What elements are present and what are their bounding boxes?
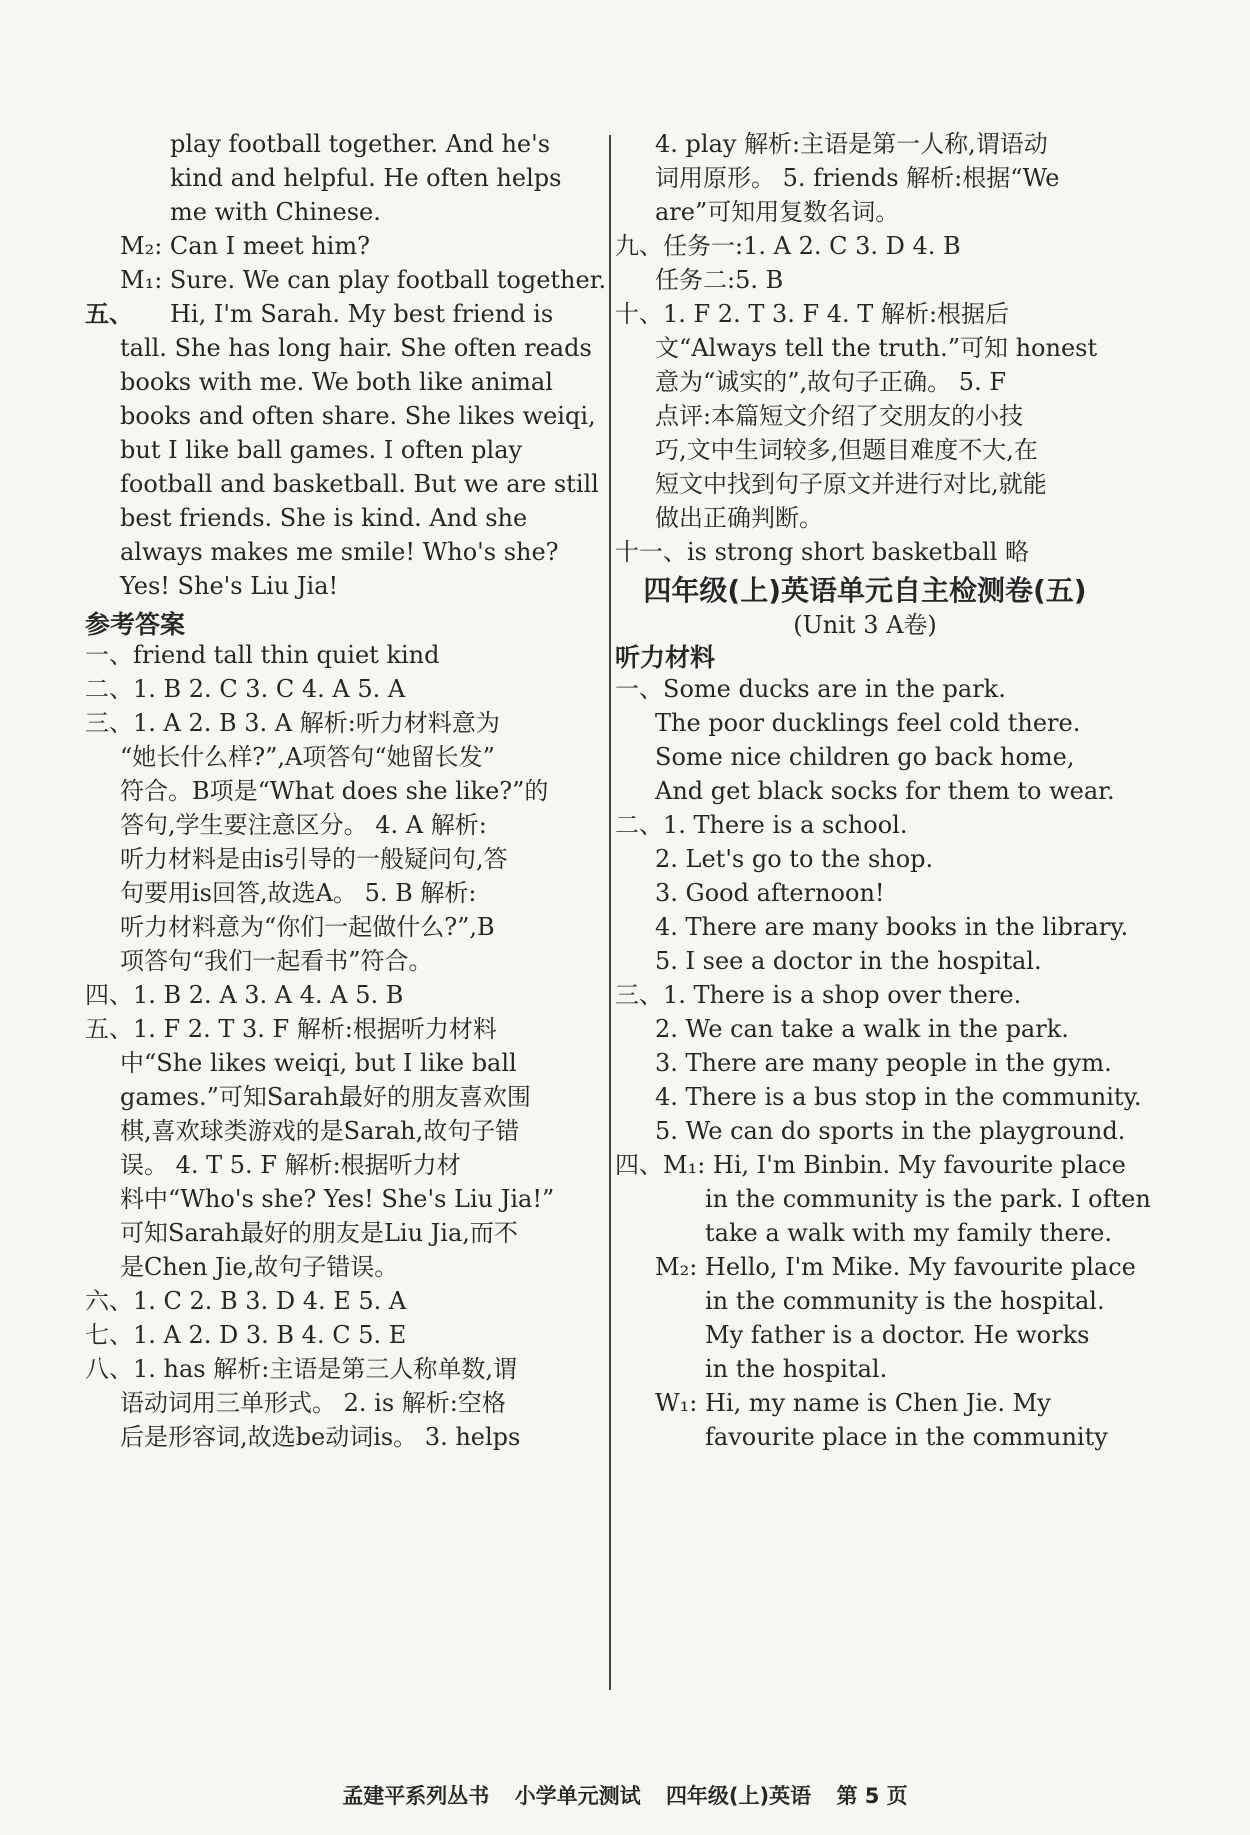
answer-line: 任务二:5. B <box>655 266 784 294</box>
listening-line: My father is a doctor. He works <box>705 1321 1090 1349</box>
passage-line: but I like ball games. I often play <box>120 436 523 464</box>
answer-line: 一、friend tall thin quiet kind <box>85 641 440 669</box>
answer-line: 十一、is strong short basketball 略 <box>615 538 1029 566</box>
answer-line: 五、1. F 2. T 3. F 解析:根据听力材料 <box>85 1015 497 1043</box>
answer-line: 听力材料是由is引导的一般疑问句,答 <box>120 845 508 873</box>
listening-line: favourite place in the community <box>705 1423 1108 1451</box>
passage-line: best friends. She is kind. And she <box>120 504 528 532</box>
answer-line: 三、1. A 2. B 3. A 解析:听力材料意为 <box>85 709 500 737</box>
dialogue-line: play football together. And he's <box>170 130 551 158</box>
listening-line: take a walk with my family there. <box>705 1219 1112 1247</box>
answer-line: 七、1. A 2. D 3. B 4. C 5. E <box>85 1321 407 1349</box>
answer-line: 可知Sarah最好的朋友是Liu Jia,而不 <box>120 1219 518 1247</box>
answer-line: 四、1. B 2. A 3. A 4. A 5. B <box>85 981 404 1009</box>
answer-line: 八、1. has 解析:主语是第三人称单数,谓 <box>85 1355 517 1383</box>
passage-line: always makes me smile! Who's she? <box>120 538 559 566</box>
answer-line: 十、1. F 2. T 3. F 4. T 解析:根据后 <box>615 300 1010 328</box>
listening-line: M₂: Hello, I'm Mike. My favourite place <box>655 1253 1136 1281</box>
answer-line: 句要用is回答,故选A。 5. B 解析: <box>120 879 477 907</box>
passage-line: Hi, I'm Sarah. My best friend is <box>170 300 554 328</box>
comment-line: 做出正确判断。 <box>655 504 823 532</box>
listening-line: 5. I see a doctor in the hospital. <box>655 947 1042 975</box>
answer-line: 词用原形。 5. friends 解析:根据“We <box>655 164 1060 192</box>
page-footer <box>0 1780 1250 1810</box>
comment-line: 点评:本篇短文介绍了交朋友的小技 <box>655 402 1024 430</box>
listening-line: 4. There is a bus stop in the community. <box>655 1083 1142 1111</box>
answer-line: 二、1. B 2. C 3. C 4. A 5. A <box>85 675 406 703</box>
listening-line: 5. We can do sports in the playground. <box>655 1117 1126 1145</box>
dialogue-line: M₁: Sure. We can play football together. <box>120 266 607 294</box>
listening-line: 4. There are many books in the library. <box>655 913 1129 941</box>
passage-line: tall. She has long hair. She often reads <box>120 334 592 362</box>
passage-line: books and often share. She likes weiqi, <box>120 402 596 430</box>
listening-heading: 听力材料 <box>615 643 716 672</box>
listening-line: And get black socks for them to wear. <box>655 777 1115 805</box>
listening-line: in the community is the hospital. <box>705 1287 1105 1315</box>
answer-line: are”可知用复数名词。 <box>655 198 900 226</box>
section-title: 四年级(上)英语单元自主检测卷(五) <box>643 574 1087 607</box>
footer-book: 小学单元测试 <box>514 1784 641 1808</box>
dialogue-line: me with Chinese. <box>170 198 381 226</box>
listening-line: 一、Some ducks are in the park. <box>615 675 1006 703</box>
answer-line: 语动词用三单形式。 2. is 解析:空格 <box>120 1389 506 1417</box>
answer-line: 意为“诚实的”,故句子正确。 5. F <box>655 368 1006 396</box>
answer-line: 料中“Who's she? Yes! She's Liu Jia!” <box>120 1185 555 1213</box>
passage-line: books with me. We both like animal <box>120 368 553 396</box>
passage-line: Yes! She's Liu Jia! <box>120 572 339 600</box>
page-number: 第 5 页 <box>836 1784 908 1808</box>
answer-line: 文“Always tell the truth.”可知 honest <box>655 334 1098 362</box>
answer-line: “她长什么样?”,A项答句“她留长发” <box>120 743 495 771</box>
listening-line: 四、M₁: Hi, I'm Binbin. My favourite place <box>615 1151 1126 1179</box>
listening-line: in the hospital. <box>705 1355 888 1383</box>
column-divider <box>609 135 611 1690</box>
answer-line: 4. play 解析:主语是第一人称,谓语动 <box>655 130 1048 158</box>
footer-series: 孟建平系列丛书 <box>342 1784 490 1808</box>
comment-line: 短文中找到句子原文并进行对比,就能 <box>655 470 1047 498</box>
listening-line: 2. We can take a walk in the park. <box>655 1015 1069 1043</box>
answer-line: 是Chen Jie,故句子错误。 <box>120 1253 399 1281</box>
passage-line: football and basketball. But we are still <box>120 470 599 498</box>
footer-grade: 四年级(上)英语 <box>665 1784 812 1808</box>
listening-line: 三、1. There is a shop over there. <box>615 981 1022 1009</box>
answer-line: 符合。B项是“What does she like?”的 <box>120 777 549 805</box>
listening-line: 3. There are many people in the gym. <box>655 1049 1112 1077</box>
dialogue-line: kind and helpful. He often helps <box>170 164 562 192</box>
answer-line: 后是形容词,故选be动词is。 3. helps <box>120 1423 521 1451</box>
answer-line: 六、1. C 2. B 3. D 4. E 5. A <box>85 1287 407 1315</box>
answer-line: 中“She likes weiqi, but I like ball <box>120 1049 517 1077</box>
section-subtitle: (Unit 3 A卷) <box>793 611 937 639</box>
answers-heading: 参考答案 <box>85 610 186 639</box>
answer-line: games.”可知Sarah最好的朋友喜欢围 <box>120 1083 531 1111</box>
listening-line: in the community is the park. I often <box>705 1185 1151 1213</box>
answer-line: 棋,喜欢球类游戏的是Sarah,故句子错 <box>120 1117 520 1145</box>
listening-line: 2. Let's go to the shop. <box>655 845 934 873</box>
comment-line: 巧,文中生词较多,但题目难度不大,在 <box>655 436 1038 464</box>
listening-line: 二、1. There is a school. <box>615 811 908 839</box>
listening-line: 3. Good afternoon! <box>655 879 885 907</box>
listening-line: W₁: Hi, my name is Chen Jie. My <box>655 1389 1051 1417</box>
listening-line: The poor ducklings feel cold there. <box>655 709 1081 737</box>
answer-line: 听力材料意为“你们一起做什么?”,B <box>120 913 495 941</box>
section-marker: 五、 <box>85 300 133 328</box>
answer-line: 答句,学生要注意区分。 4. A 解析: <box>120 811 487 839</box>
listening-line: Some nice children go back home, <box>655 743 1075 771</box>
answer-line: 九、任务一:1. A 2. C 3. D 4. B <box>615 232 961 260</box>
dialogue-line: M₂: Can I meet him? <box>120 232 370 260</box>
answer-line: 误。 4. T 5. F 解析:根据听力材 <box>120 1151 461 1179</box>
answer-line: 项答句“我们一起看书”符合。 <box>120 947 433 975</box>
